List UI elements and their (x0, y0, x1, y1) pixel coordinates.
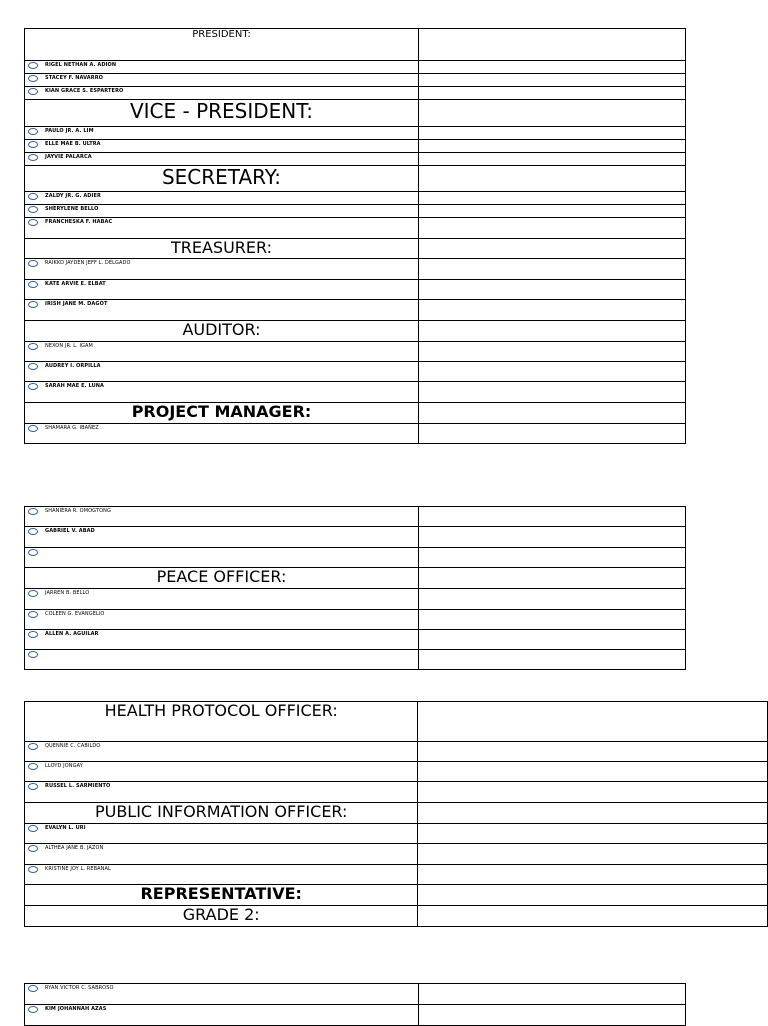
candidate-option[interactable] (25, 527, 418, 536)
candidate-option[interactable] (25, 74, 418, 83)
radio-button-icon[interactable] (28, 141, 38, 148)
candidate-cell (25, 589, 419, 610)
candidate-row (25, 762, 768, 782)
radio-button-icon[interactable] (28, 866, 38, 873)
ballot-table-representatives (24, 983, 686, 1026)
radio-button-icon[interactable] (28, 363, 38, 370)
candidate-row (25, 650, 686, 670)
candidate-cell (25, 424, 419, 444)
candidate-row (25, 782, 768, 803)
vote-box[interactable] (419, 87, 686, 100)
candidate-name: COLEEN G. EVANGELIO (45, 611, 105, 617)
candidate-name: NEXON JR. L. IGAM (45, 343, 93, 349)
candidate-option[interactable] (25, 205, 418, 214)
vote-box[interactable] (419, 100, 686, 127)
radio-button-icon[interactable] (28, 763, 38, 770)
radio-button-icon[interactable] (28, 75, 38, 82)
candidate-row (25, 844, 768, 865)
radio-button-icon[interactable] (28, 783, 38, 790)
candidate-name: KIM JOHANNAH AZAS (45, 1006, 107, 1012)
radio-button-icon[interactable] (28, 281, 38, 288)
radio-button-icon[interactable] (28, 528, 38, 535)
candidate-cell (25, 61, 419, 74)
candidate-row (25, 382, 686, 403)
candidate-cell (25, 153, 419, 166)
candidate-option[interactable] (25, 192, 418, 201)
candidate-cell (25, 382, 419, 403)
candidate-name: GABRIEL V. ABAD (45, 528, 95, 534)
candidate-cell (25, 218, 419, 239)
radio-button-icon[interactable] (28, 743, 38, 750)
position-title: AUDITOR: (182, 320, 261, 339)
candidate-row (25, 218, 686, 239)
candidate-row (25, 507, 686, 527)
candidate-option[interactable] (25, 984, 418, 993)
vote-box[interactable] (419, 527, 686, 548)
vote-box[interactable] (419, 507, 686, 527)
vote-box[interactable] (419, 300, 686, 321)
candidate-name: STACEY F. NAVARRO (45, 75, 104, 81)
radio-button-icon[interactable] (28, 154, 38, 161)
candidate-option[interactable] (25, 865, 417, 874)
candidate-cell (25, 865, 418, 885)
vote-box[interactable] (419, 280, 686, 300)
position-title: HEALTH PROTOCOL OFFICER: (104, 701, 338, 720)
position-heading-cell (25, 100, 419, 127)
position-heading-cell (25, 885, 418, 906)
candidate-row (25, 984, 686, 1005)
position-heading-row (25, 321, 686, 342)
candidate-option[interactable] (25, 507, 418, 516)
vote-box[interactable] (419, 192, 686, 205)
ballot-table-officers-2 (24, 506, 686, 670)
candidate-row (25, 610, 686, 630)
candidate-name: RYAN VICTOR C. SABROSO (45, 985, 114, 991)
position-heading-cell (25, 321, 419, 342)
candidate-option[interactable] (25, 824, 417, 833)
candidate-row (25, 589, 686, 610)
candidate-option[interactable] (25, 610, 418, 619)
candidate-name: PAULO JR. A. LIM (45, 128, 94, 134)
candidate-cell (25, 205, 419, 218)
vote-box[interactable] (419, 589, 686, 610)
candidate-cell (25, 548, 419, 568)
position-title: PEACE OFFICER: (156, 567, 287, 586)
position-heading-cell (25, 166, 419, 192)
vote-box[interactable] (419, 630, 686, 650)
vote-box[interactable] (418, 885, 768, 906)
position-title: TREASURER: (170, 238, 273, 257)
candidate-name: RAIKKO JAYDEN JEFF L. DELGADO (45, 260, 131, 266)
radio-button-icon[interactable] (28, 193, 38, 200)
radio-button-icon[interactable] (28, 549, 38, 556)
vote-box[interactable] (419, 218, 686, 239)
vote-box[interactable] (419, 424, 686, 444)
ballot-table-officers-3 (24, 701, 768, 927)
vote-box[interactable] (419, 205, 686, 218)
vote-box[interactable] (419, 140, 686, 153)
radio-button-icon[interactable] (28, 631, 38, 638)
candidate-name: IRISH JANE M. DAGOT (45, 301, 108, 307)
candidate-name: JARREN B. BELLO (45, 590, 90, 596)
candidate-name: ALTHEA JANE B. JAZON (45, 845, 104, 851)
vote-box[interactable] (419, 342, 686, 362)
vote-box[interactable] (419, 166, 686, 192)
candidate-option[interactable] (25, 342, 418, 351)
candidate-name: QUENNIE C. CABILDO (45, 743, 101, 749)
candidate-name: SHAMARA G. IBAÑEZ (45, 425, 99, 431)
radio-button-icon[interactable] (28, 219, 38, 226)
candidate-name: AUDREY I. ORPILLA (45, 363, 101, 369)
position-title: PUBLIC INFORMATION OFFICER: (94, 802, 348, 821)
candidate-row (25, 259, 686, 280)
candidate-option[interactable] (25, 300, 418, 309)
position-heading-cell (25, 239, 419, 259)
candidate-cell (25, 1005, 419, 1026)
radio-button-icon[interactable] (28, 825, 38, 832)
position-heading-cell (25, 803, 418, 824)
candidate-cell (25, 782, 418, 803)
position-heading-row (25, 403, 686, 424)
radio-button-icon[interactable] (28, 343, 38, 350)
vote-box[interactable] (418, 702, 768, 742)
candidate-option[interactable] (25, 762, 417, 771)
candidate-option[interactable] (25, 630, 418, 639)
radio-button-icon[interactable] (28, 383, 38, 390)
vote-box[interactable] (419, 382, 686, 403)
candidate-name: RIGEL NETHAN A. ADION (45, 62, 117, 68)
candidate-name: LLOYD JONGAY (45, 763, 83, 769)
candidate-option[interactable] (25, 280, 418, 289)
position-heading-row (25, 100, 686, 127)
vote-box[interactable] (419, 239, 686, 259)
candidate-cell (25, 762, 418, 782)
candidate-row (25, 153, 686, 166)
candidate-name: FRANCHESKA F. HABAC (45, 219, 113, 225)
position-title: REPRESENTATIVE: (140, 884, 302, 903)
vote-box[interactable] (419, 29, 686, 61)
candidate-cell (25, 127, 419, 140)
vote-box[interactable] (419, 403, 686, 424)
vote-box[interactable] (419, 568, 686, 589)
vote-box[interactable] (418, 844, 768, 865)
radio-button-icon[interactable] (28, 206, 38, 213)
candidate-row (25, 140, 686, 153)
candidate-option[interactable] (25, 259, 418, 268)
candidate-option[interactable] (25, 87, 418, 96)
candidate-option[interactable] (25, 140, 418, 149)
position-heading-row (25, 166, 686, 192)
candidate-option[interactable] (25, 61, 418, 70)
candidate-cell (25, 650, 419, 670)
candidate-row (25, 527, 686, 548)
position-heading-row (25, 803, 768, 824)
candidate-name: JAYVIE PALARCA (45, 154, 92, 160)
position-title: PROJECT MANAGER: (131, 402, 312, 421)
vote-box[interactable] (418, 906, 768, 927)
candidate-name: RUSSEL L. SARMIENTO (45, 783, 111, 789)
candidate-name: SARAH MAE E. LUNA (45, 383, 104, 389)
candidate-row (25, 824, 768, 844)
position-title: PRESIDENT: (192, 29, 251, 40)
candidate-name: EVALYN L. URI (45, 825, 86, 831)
candidate-cell (25, 74, 419, 87)
candidate-option[interactable] (25, 424, 418, 433)
position-title: GRADE 2: (182, 905, 260, 924)
radio-button-icon[interactable] (28, 260, 38, 267)
radio-button-icon[interactable] (28, 611, 38, 618)
vote-box[interactable] (419, 548, 686, 568)
vote-box[interactable] (419, 153, 686, 166)
candidate-option[interactable] (25, 782, 417, 791)
vote-box[interactable] (419, 127, 686, 140)
candidate-option[interactable] (25, 218, 418, 227)
radio-button-icon[interactable] (28, 845, 38, 852)
position-heading-cell (25, 403, 419, 424)
candidate-cell (25, 280, 419, 300)
radio-button-icon[interactable] (28, 425, 38, 432)
candidate-row (25, 1005, 686, 1026)
radio-button-icon[interactable] (28, 88, 38, 95)
vote-box[interactable] (419, 362, 686, 382)
vote-box[interactable] (419, 259, 686, 280)
position-heading-cell (25, 906, 418, 927)
candidate-name: KATE ARVIE E. ELBAT (45, 281, 106, 287)
candidate-name: SHANIERA R. OMOGTONG (45, 508, 111, 514)
position-heading-row (25, 906, 768, 927)
position-heading-cell (25, 702, 418, 742)
candidate-row (25, 300, 686, 321)
candidate-cell (25, 984, 419, 1005)
vote-box[interactable] (418, 742, 768, 762)
candidate-row (25, 127, 686, 140)
vote-box[interactable] (419, 984, 686, 1005)
candidate-row (25, 630, 686, 650)
candidate-name: ALLEN A. AGUILAR (45, 631, 99, 637)
radio-button-icon[interactable] (28, 62, 38, 69)
candidate-cell (25, 87, 419, 100)
candidate-row (25, 742, 768, 762)
position-heading-cell (25, 568, 419, 589)
position-title: SECRETARY: (161, 165, 282, 189)
position-heading-row (25, 29, 686, 61)
vote-box[interactable] (419, 61, 686, 74)
candidate-row (25, 865, 768, 885)
vote-box[interactable] (418, 865, 768, 885)
candidate-cell (25, 742, 418, 762)
candidate-cell (25, 259, 419, 280)
candidate-cell (25, 630, 419, 650)
radio-button-icon[interactable] (28, 590, 38, 597)
vote-box[interactable] (418, 803, 768, 824)
vote-box[interactable] (419, 610, 686, 630)
candidate-option[interactable] (25, 1005, 418, 1014)
candidate-cell (25, 527, 419, 548)
radio-button-icon[interactable] (28, 128, 38, 135)
vote-box[interactable] (419, 1005, 686, 1026)
radio-button-icon[interactable] (28, 985, 38, 992)
position-heading-cell (25, 29, 419, 61)
radio-button-icon[interactable] (28, 1006, 38, 1013)
candidate-option[interactable] (25, 382, 418, 391)
candidate-cell (25, 824, 418, 844)
ballot-table-officers-1 (24, 28, 686, 444)
position-heading-row (25, 702, 768, 742)
candidate-cell (25, 342, 419, 362)
candidate-row (25, 61, 686, 74)
candidate-row (25, 280, 686, 300)
vote-box[interactable] (419, 74, 686, 87)
candidate-cell (25, 192, 419, 205)
vote-box[interactable] (418, 782, 768, 803)
candidate-name: SHERYLENE BELLO (45, 206, 99, 212)
candidate-option[interactable] (25, 589, 418, 598)
vote-box[interactable] (418, 824, 768, 844)
vote-box[interactable] (419, 650, 686, 670)
radio-button-icon[interactable] (28, 301, 38, 308)
radio-button-icon[interactable] (28, 651, 38, 658)
candidate-option[interactable] (25, 362, 418, 371)
candidate-option[interactable] (25, 127, 418, 136)
candidate-option[interactable] (25, 153, 418, 162)
candidate-cell (25, 610, 419, 630)
candidate-option[interactable] (25, 844, 417, 853)
candidate-row (25, 362, 686, 382)
candidate-row (25, 205, 686, 218)
candidate-cell (25, 507, 419, 527)
candidate-cell (25, 362, 419, 382)
position-title: VICE - PRESIDENT: (129, 99, 314, 123)
candidate-cell (25, 140, 419, 153)
candidate-row (25, 548, 686, 568)
candidate-cell (25, 300, 419, 321)
candidate-row (25, 192, 686, 205)
candidate-name: KIAN GRACE S. ESPARTERO (45, 88, 124, 94)
position-heading-row (25, 885, 768, 906)
candidate-cell (25, 844, 418, 865)
candidate-row (25, 424, 686, 444)
position-heading-row (25, 239, 686, 259)
candidate-option[interactable] (25, 742, 417, 751)
position-heading-row (25, 568, 686, 589)
candidate-name: ELLE MAE B. ULTRA (45, 141, 101, 147)
candidate-name: KRISTINE JOY L. REBANAL (45, 866, 111, 872)
vote-box[interactable] (419, 321, 686, 342)
candidate-name: ZALDY JR. G. ADIER (45, 193, 101, 199)
radio-button-icon[interactable] (28, 508, 38, 515)
vote-box[interactable] (418, 762, 768, 782)
candidate-row (25, 74, 686, 87)
candidate-row (25, 87, 686, 100)
candidate-row (25, 342, 686, 362)
